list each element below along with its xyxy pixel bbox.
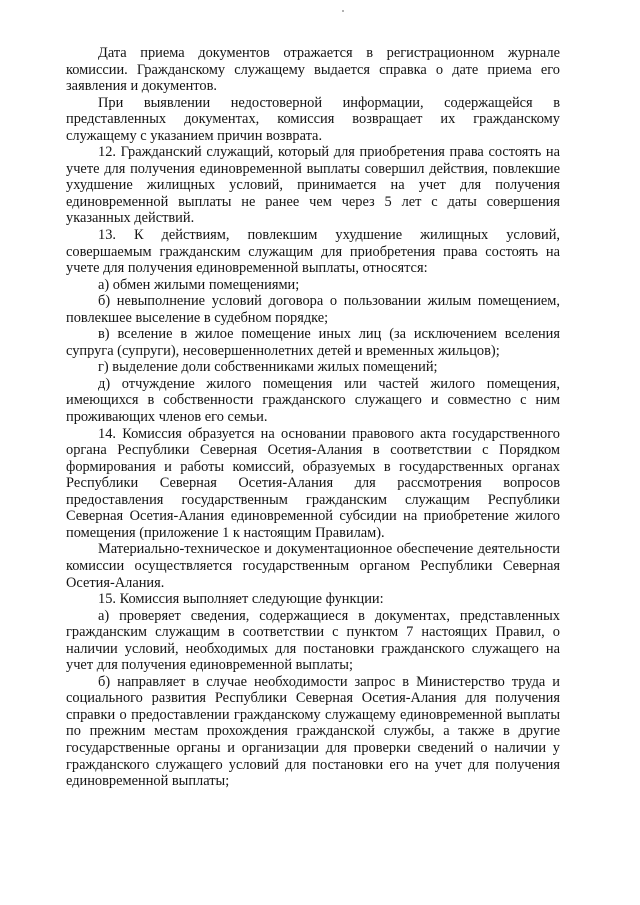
paragraph: Материально-техническое и документационное обеспечение деятельности комиссии осуществляется государственным органом Республики Северная Осетия-Алания. (66, 541, 560, 591)
paragraph: 14. Комиссия образуется на основании правового акта государственного органа Республики Северная Осетия-Алания в соответствии с Порядком формирования и работы комиссий, образуемых в государственных органах Республики Северная Осетия-Алания для рассмотрения вопросов предоставления государственным гражданским служащим Республики Северная Осетия-Алания единовременной субсидии на приобретение жилого помещения (приложение 1 к настоящим Правилам). (66, 425, 560, 541)
paragraph: б) невыполнение условий договора о пользовании жилым помещением, повлекшее выселение в судебном порядке; (66, 293, 560, 326)
paragraph: г) выделение доли собственниками жилых помещений; (98, 359, 438, 376)
paragraph: в) вселение в жилое помещение иных лиц (за исключением вселения супруга (супруги), несовершеннолетних детей и временных жильцов); (66, 326, 560, 359)
paragraph: д) отчуждение жилого помещения или частей жилого помещения, имеющихся в собственности гражданского служащего и совместно с ним проживающих членов его семьи. (66, 375, 560, 426)
paragraph: 15. Комиссия выполняет следующие функции: (98, 591, 384, 608)
paragraph: 12. Гражданский служащий, который для приобретения права состоять на учете для получения единовременной выплаты совершил действия, повлекшие ухудшение жилищных условий, принимается на учет для получения единовременной выплаты не ранее чем через 5 лет с даты совершения указанных действий. (66, 144, 560, 227)
paragraph: Дата приема документов отражается в регистрационном журнале комиссии. Гражданскому служащему выдается справка о дате приема его заявления и документов. (66, 45, 560, 95)
paragraph: 13. К действиям, повлекшим ухудшение жилищных условий, совершаемым гражданским служащим для приобретения права состоять на учете для получения единовременной выплаты, относятся: (66, 227, 560, 277)
scan-speck (342, 10, 344, 12)
paragraph: б) направляет в случае необходимости запрос в Министерство труда и социального развития Республики Северная Осетия-Алания для получения справки о предоставлении гражданскому служащему единовременной выплаты по прежним местам прохождения гражданской службы, а также в другие государственные органы и организации для проверки сведений о наличии у гражданского служащего условий для постановки его на учет для получения единовременной выплаты; (66, 673, 560, 790)
paragraph: а) проверяет сведения, содержащиеся в документах, представленных гражданским служащим в соответствии с пунктом 7 настоящих Правил, о наличии условий, необходимых для постановки гражданского служащего на учет для получения единовременной выплаты; (66, 607, 560, 674)
document-body (66, 45, 560, 790)
paragraph: а) обмен жилыми помещениями; (98, 276, 300, 293)
paragraph: При выявлении недостоверной информации, содержащейся в представленных документах, комиссия возвращает их гражданскому служащему с указанием причин возврата. (66, 94, 560, 144)
